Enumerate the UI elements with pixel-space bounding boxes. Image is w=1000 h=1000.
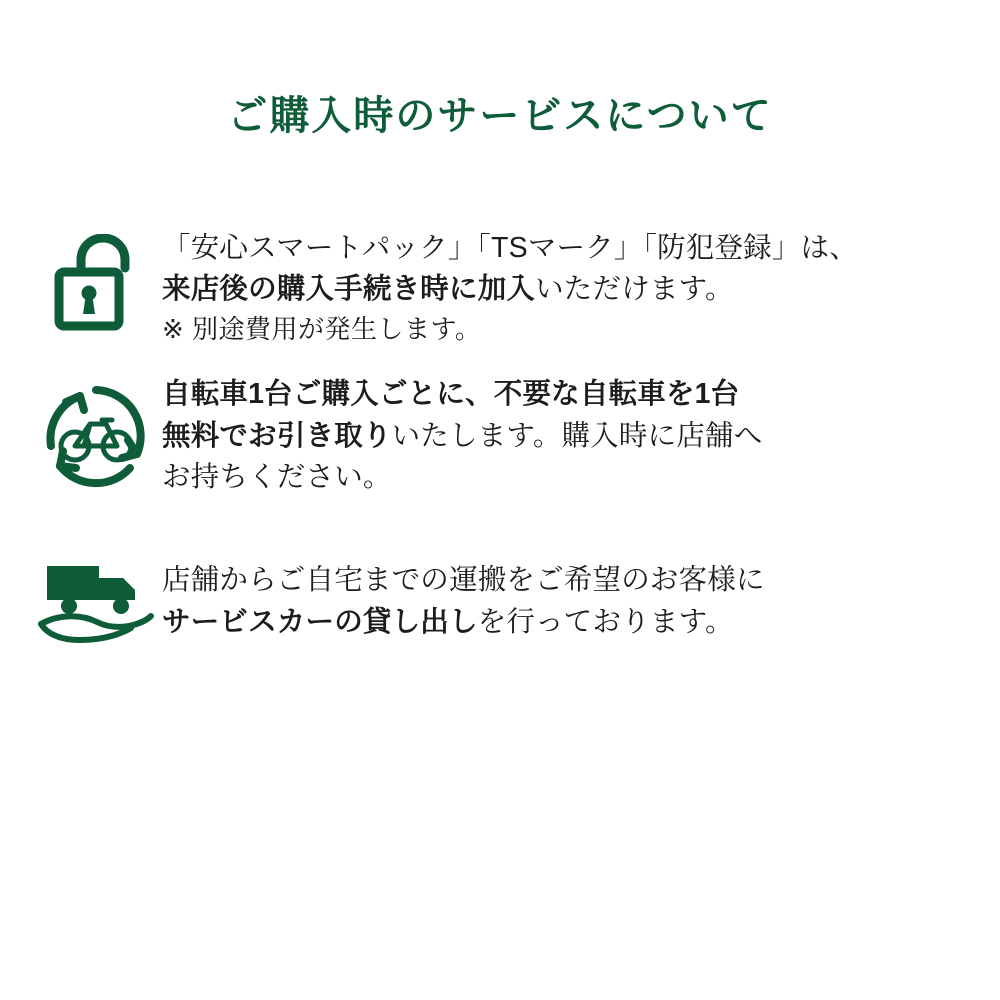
text-line (162, 269, 960, 310)
text-line (162, 416, 960, 457)
service-list (30, 228, 970, 674)
bicycle-recycle-icon (40, 380, 152, 492)
text-cell (162, 552, 970, 643)
text-segment-bold: 無料でお引き取り (162, 419, 392, 452)
text-line (162, 602, 960, 643)
text-line-note (162, 311, 960, 349)
page-title: ご購入時のサービスについて (227, 94, 773, 138)
text-segment: お持ちください。 (162, 460, 392, 493)
text-segment: 「安心スマートパック」「TSマーク」「防犯登録」は、 (162, 232, 858, 264)
icon-cell (30, 552, 162, 648)
text-cell (162, 374, 970, 498)
text-segment: いただけます。 (535, 273, 734, 306)
text-cell (162, 228, 970, 348)
text-line (162, 560, 960, 601)
list-item (30, 374, 970, 498)
delivery-truck-on-hand-icon (37, 558, 155, 648)
text-segment: を行っております。 (477, 605, 734, 638)
text-segment: 店舗からご自宅までの運搬をご希望のお客様に (162, 564, 765, 597)
list-item (30, 228, 970, 348)
text-segment-bold: 来店後の購入手続き時に加入 (162, 273, 536, 306)
text-segment-bold: サービスカーの貸し出し (162, 605, 478, 638)
icon-cell (30, 374, 162, 492)
text-line (162, 457, 960, 498)
text-line (162, 228, 960, 269)
list-item (30, 552, 970, 648)
text-segment: ※ 別途費用が発生します。 (162, 313, 482, 344)
text-segment: いたします。購入時に店舗へ (391, 419, 763, 452)
text-line (162, 374, 960, 415)
text-segment-bold: 自転車1台ご購入ごとに、不要な自転車を1台 (162, 378, 740, 411)
icon-cell (30, 228, 162, 334)
open-padlock-icon (53, 234, 139, 334)
